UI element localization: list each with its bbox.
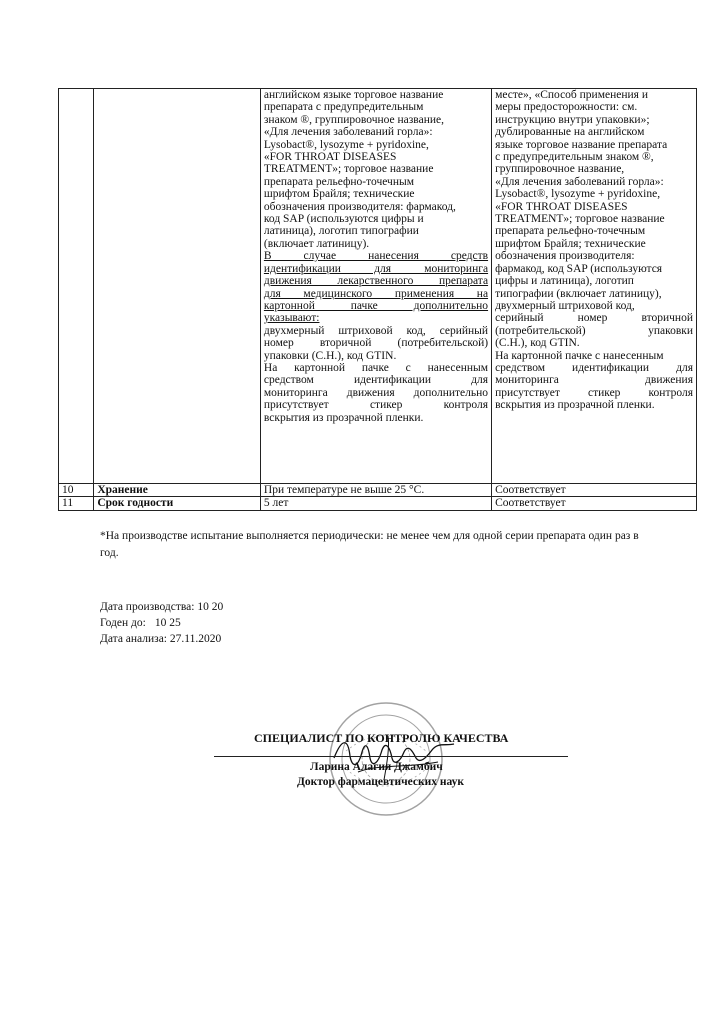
req-underlined-line: движения лекарственного препарата bbox=[263, 275, 489, 288]
production-date bbox=[100, 599, 223, 615]
req-line: латиница), логотип типографии bbox=[263, 225, 419, 238]
req-line: знаком ®, группировочное название, bbox=[263, 113, 444, 126]
row-number: 11 bbox=[59, 497, 94, 510]
req-underlined-line: картонной пачке дополнительно bbox=[263, 299, 489, 312]
res-line: дублированные на английском bbox=[495, 126, 645, 139]
res-line: меры предосторожности: см. bbox=[495, 101, 638, 114]
row-result: Соответствует bbox=[492, 497, 697, 510]
res-line: фармакод, код SAP (используются bbox=[495, 262, 663, 275]
req-line: английском языке торговое название bbox=[263, 89, 444, 101]
res-line: препарата рельефно-точечным bbox=[495, 225, 646, 238]
row-result: Соответствует bbox=[492, 484, 697, 497]
res-line: серийный номер вторичной bbox=[495, 312, 693, 325]
specification-table bbox=[58, 88, 697, 511]
requirement-cell bbox=[260, 89, 491, 484]
req-tail-line: средством идентификации для bbox=[263, 374, 489, 387]
req-tail-line: мониторинга движения дополнительно bbox=[263, 386, 489, 399]
res-line: мониторинга движения bbox=[495, 374, 693, 387]
req-line: Lysobact®, lysozyme + pyridoxine, bbox=[263, 138, 429, 151]
res-line: группировочное название, bbox=[495, 163, 625, 176]
res-line: присутствует стикер контроля bbox=[495, 386, 693, 399]
res-line: с предупредительным знаком ®, bbox=[495, 151, 654, 164]
req-tail-line: присутствует стикер контроля bbox=[263, 399, 489, 412]
res-line: обозначения производителя: bbox=[495, 250, 635, 263]
table-row-storage bbox=[59, 484, 697, 497]
row-name: Срок годности bbox=[94, 497, 261, 510]
res-line: инструкцию внутри упаковки»; bbox=[495, 113, 650, 126]
req-tail-line: На картонной пачке с нанесенным bbox=[263, 361, 489, 374]
row-number-cell bbox=[59, 89, 94, 484]
row-number: 10 bbox=[59, 484, 94, 497]
res-line: шрифтом Брайля; технические bbox=[495, 237, 646, 250]
req-line: препарата рельефно-точечным bbox=[263, 175, 414, 188]
req-underlined-line: указывают: bbox=[263, 312, 320, 325]
req-line: препарата с предупредительным bbox=[263, 101, 424, 114]
row-name: Хранение bbox=[94, 484, 261, 497]
res-line: языке торговое название препарата bbox=[495, 138, 668, 151]
res-line: TREATMENT»; торговое название bbox=[495, 213, 665, 226]
expiry-date-label: Годен до: bbox=[100, 617, 146, 629]
row-requirement: При температуре не выше 25 °С. bbox=[260, 484, 491, 497]
analysis-date bbox=[100, 631, 223, 647]
req-tail-line: номер вторичной (потребительской) bbox=[263, 337, 489, 350]
res-line: цифры и латиница), логотип bbox=[495, 275, 634, 288]
res-line: На картонной пачке с нанесенным bbox=[495, 349, 664, 362]
req-tail-line: вскрытия из прозрачной пленки. bbox=[263, 411, 424, 424]
req-tail-line: упаковки (С.Н.), код GTIN. bbox=[263, 349, 397, 362]
req-underlined-line: идентификации для мониторинга bbox=[263, 262, 489, 275]
res-line: «FOR THROAT DISEASES bbox=[495, 200, 628, 213]
dates-block bbox=[100, 599, 223, 647]
expiry-date-value: 10 25 bbox=[154, 617, 181, 629]
req-underlined-line: для медицинского применения на bbox=[263, 287, 489, 300]
table-row-continued bbox=[59, 89, 697, 484]
res-line: двухмерный штриховой код, bbox=[495, 299, 635, 312]
res-line: типографии (включает латиницу), bbox=[495, 287, 662, 300]
table-row-shelf-life bbox=[59, 497, 697, 510]
res-line: средством идентификации для bbox=[495, 361, 693, 374]
req-line: обозначения производителя: фармакод, bbox=[263, 200, 456, 213]
req-line: «Для лечения заболеваний горла»: bbox=[263, 126, 433, 139]
analysis-date-value: 27.11.2020 bbox=[169, 633, 222, 645]
signature-line bbox=[214, 756, 568, 757]
signatory-name: Ларина Алагия Джамбич bbox=[310, 761, 443, 773]
req-line: TREATMENT»; торговое название bbox=[263, 163, 434, 176]
req-line: «FOR THROAT DISEASES bbox=[263, 151, 397, 164]
signature-title: СПЕЦИАЛИСТ ПО КОНТРОЛЮ КАЧЕСТВА bbox=[254, 731, 509, 745]
res-line: «Для лечения заболеваний горла»: bbox=[495, 175, 664, 188]
signatory-degree: Доктор фармацевтических наук bbox=[297, 776, 465, 788]
production-date-value: 10 20 bbox=[197, 601, 224, 613]
res-line: (потребительской) упаковки bbox=[495, 324, 693, 337]
res-line: месте», «Способ применения и bbox=[495, 89, 648, 101]
req-line: шрифтом Брайля; технические bbox=[263, 188, 415, 201]
req-tail-line: двухмерный штриховой код, серийный bbox=[263, 324, 489, 337]
req-line: код SAP (используются цифры и bbox=[263, 213, 424, 226]
result-cell bbox=[492, 89, 697, 484]
analysis-date-label: Дата анализа: bbox=[100, 633, 167, 645]
production-date-label: Дата производства: bbox=[100, 601, 195, 613]
row-name-cell bbox=[94, 89, 261, 484]
res-line: вскрытия из прозрачной пленки. bbox=[495, 399, 655, 412]
row-requirement: 5 лет bbox=[260, 497, 491, 510]
req-line: (включает латиницу). bbox=[263, 237, 370, 250]
footnote: *На производстве испытание выполняется периодически: не менее чем для одной серии препарата один раз в год. bbox=[100, 530, 639, 559]
res-line: Lysobact®, lysozyme + pyridoxine, bbox=[495, 188, 661, 201]
req-underlined-line: В случае нанесения средств bbox=[263, 250, 489, 263]
expiry-date bbox=[100, 615, 223, 631]
res-line: (С.Н.), код GTIN. bbox=[495, 337, 580, 350]
